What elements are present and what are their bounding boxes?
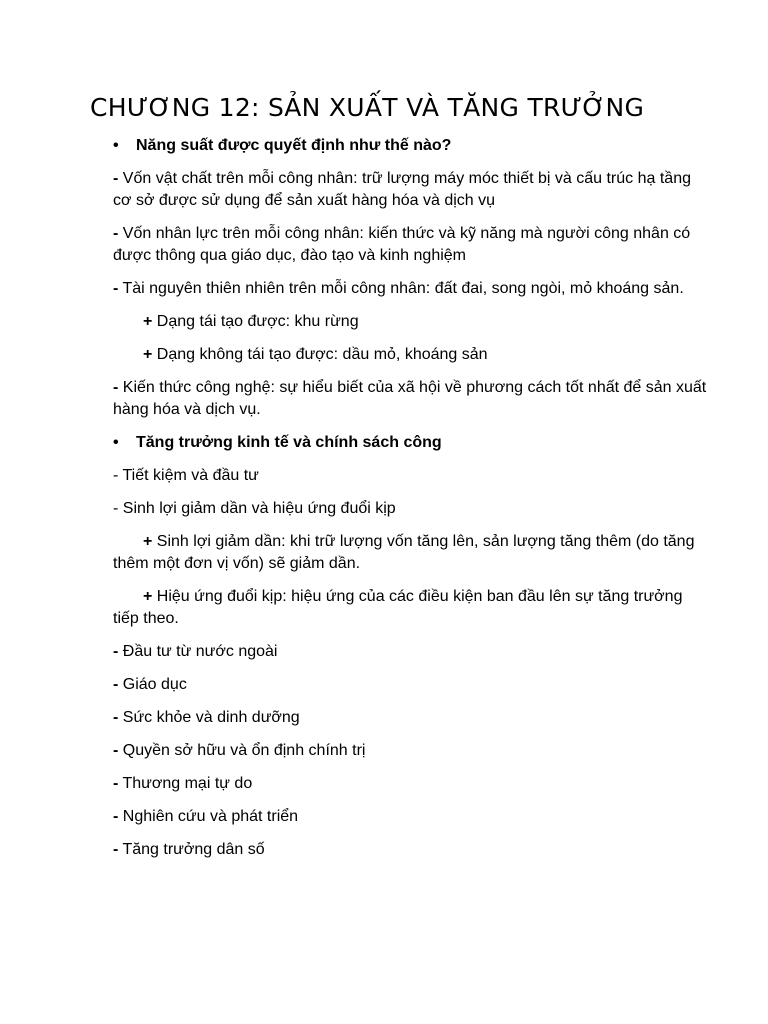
section-heading-growth-policy: • Tăng trưởng kinh tế và chính sách công (113, 432, 708, 454)
list-subitem: + Sinh lợi giảm dần: khi trữ lượng vốn tăng lên, sản lượng tăng thêm (do tăng thêm một đơn vị vốn) sẽ giảm dần. (113, 533, 695, 572)
list-item: - Quyền sở hữu và ổn định chính trị (113, 742, 366, 759)
bullet-icon: • (113, 137, 119, 154)
list-item: - Sức khỏe và dinh dưỡng (113, 709, 300, 726)
section-heading-productivity: • Năng suất được quyết định như thế nào? (113, 135, 708, 157)
list-item: - Tăng trưởng dân số (113, 841, 265, 858)
list-item: - Nghiên cứu và phát triển (113, 808, 299, 825)
list-item: - Vốn vật chất trên mỗi công nhân: trữ lượng máy móc thiết bị và cấu trúc hạ tầng cơ sở được sử dụng để sản xuất hàng hóa và dịch vụ (113, 170, 691, 209)
list-item: - Kiến thức công nghệ: sự hiểu biết của xã hội về phương cách tốt nhất để sản xuất hàng hóa và dịch vụ. (113, 379, 707, 418)
list-subitem: + Hiệu ứng đuổi kịp: hiệu ứng của các điều kiện ban đầu lên sự tăng trưởng tiếp theo. (113, 588, 683, 627)
list-item: - Đầu tư từ nước ngoài (113, 643, 278, 660)
list-item: - Sinh lợi giảm dần và hiệu ứng đuổi kịp (113, 500, 396, 517)
list-subitem: + Dạng tái tạo được: khu rừng (143, 313, 359, 330)
list-item: - Giáo dục (113, 676, 187, 693)
bullet-icon: • (113, 434, 119, 451)
list-subitem: + Dạng không tái tạo được: dầu mỏ, khoáng sản (143, 346, 488, 363)
chapter-title: CHƯƠNG 12: SẢN XUẤT VÀ TĂNG TRƯỞNG (90, 93, 645, 122)
list-item: - Thương mại tự do (113, 775, 253, 792)
list-item: - Tiết kiệm và đầu tư (113, 467, 259, 484)
list-item: - Vốn nhân lực trên mỗi công nhân: kiến thức và kỹ năng mà người công nhân có được thông qua giáo dục, đào tạo và kinh nghiệm (113, 225, 691, 264)
list-item: - Tài nguyên thiên nhiên trên mỗi công nhân: đất đai, song ngòi, mỏ khoáng sản. (113, 280, 684, 297)
